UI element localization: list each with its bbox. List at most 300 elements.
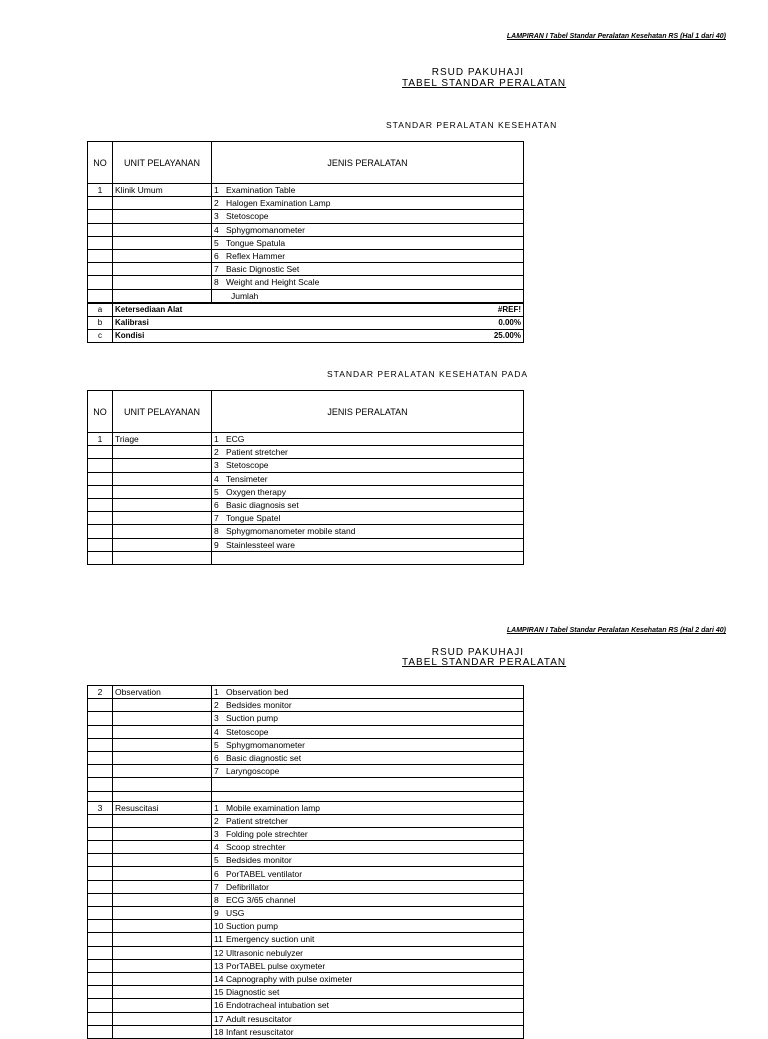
item-number: 15 (214, 987, 224, 998)
table-row (88, 814, 524, 827)
item-number: 1 (214, 185, 219, 196)
item-number: 7 (214, 881, 219, 892)
row-no (88, 446, 113, 459)
table-row (88, 699, 524, 712)
table-row (88, 999, 524, 1012)
table-row (88, 446, 524, 459)
row-unit (113, 946, 212, 959)
row-no (88, 986, 113, 999)
item-number: 3 (214, 211, 219, 222)
item-number: 6 (214, 753, 219, 764)
summary-label: Kondisi (113, 330, 212, 343)
row-no (88, 289, 113, 303)
item-number: 5 (214, 237, 219, 248)
row-no (88, 485, 113, 498)
table-row (88, 986, 524, 999)
row-item (212, 959, 524, 972)
item-name: USG (226, 908, 245, 919)
row-item (212, 686, 524, 699)
summary-row (88, 316, 524, 329)
item-name: Stetoscope (226, 726, 269, 737)
item-name: Patient stretcher (226, 447, 288, 458)
table-row (88, 485, 524, 498)
row-item (212, 712, 524, 725)
item-number: 3 (214, 713, 219, 724)
row-item (212, 485, 524, 498)
row-unit (113, 459, 212, 472)
item-number: 7 (214, 513, 219, 524)
row-no (88, 712, 113, 725)
table-row (88, 223, 524, 236)
row-item (212, 920, 524, 933)
item-name: Scoop strechter (226, 842, 286, 853)
row-item (212, 1012, 524, 1025)
row-no (88, 498, 113, 511)
summary-value: #REF! (212, 303, 524, 317)
table-row (88, 712, 524, 725)
row-no (88, 725, 113, 738)
item-name: Tensimeter (226, 473, 268, 484)
table-row (88, 1012, 524, 1025)
row-unit (113, 841, 212, 854)
row-no (88, 880, 113, 893)
row-item (212, 880, 524, 893)
item-number: 2 (214, 700, 219, 711)
row-no (88, 946, 113, 959)
table-row (88, 551, 524, 564)
item-number: 1 (214, 802, 219, 813)
table-row (88, 959, 524, 972)
row-item (212, 814, 524, 827)
item-name: Sphygmomanometer mobile stand (226, 526, 356, 537)
lampiran-header-2: LAMPIRAN I Tabel Standar Peralatan Kesehatan RS (Hal 2 dari 40) (506, 627, 726, 634)
item-number: 6 (214, 868, 219, 879)
equipment-table-triage (87, 390, 524, 565)
summary-row (88, 303, 524, 317)
table-row (88, 738, 524, 751)
item-name: Capnography with pulse oximeter (226, 974, 353, 985)
item-number: 5 (214, 855, 219, 866)
item-name: Endotracheal intubation set (226, 1000, 330, 1011)
table-title-1: TABEL STANDAR PERALATAN (402, 78, 567, 89)
item-number: 4 (214, 726, 219, 737)
row-no (88, 236, 113, 249)
item-name: Suction pump (226, 921, 278, 932)
row-no (88, 525, 113, 538)
row-no: 1 (88, 433, 113, 446)
item-name: ECG (226, 434, 245, 445)
summary-row (88, 330, 524, 343)
row-unit (113, 867, 212, 880)
header-unit: UNIT PELAYANAN (113, 391, 212, 433)
row-no (88, 1025, 113, 1038)
row-item (212, 249, 524, 262)
row-no (88, 223, 113, 236)
table-row (88, 538, 524, 551)
item-name: Sphygmomanometer (226, 224, 305, 235)
hospital-name-1: RSUD PAKUHAJI (431, 67, 524, 78)
item-number: 6 (214, 500, 219, 511)
table-row (88, 791, 524, 801)
equipment-table-klinik-umum (87, 141, 524, 343)
summary-letter: a (88, 303, 113, 317)
row-item (212, 446, 524, 459)
row-item (212, 197, 524, 210)
row-no (88, 893, 113, 906)
item-number: 2 (214, 447, 219, 458)
table-row (88, 893, 524, 906)
row-unit (113, 1012, 212, 1025)
hospital-name-1-wrap (250, 62, 524, 76)
table-row (88, 686, 524, 699)
summary-value: 0.00% (212, 316, 524, 329)
row-item (212, 907, 524, 920)
header-jenis: JENIS PERALATAN (212, 142, 524, 184)
row-unit: Triage (113, 433, 212, 446)
row-item (212, 184, 524, 197)
hospital-name-2-wrap (250, 642, 524, 656)
row-no: 1 (88, 184, 113, 197)
section-title-2: STANDAR PERALATAN KESEHATAN PADA (327, 369, 529, 379)
item-name: Oxygen therapy (226, 486, 287, 497)
row-no (88, 959, 113, 972)
item-name: Defibrillator (226, 881, 269, 892)
row-unit (113, 986, 212, 999)
row-item (212, 699, 524, 712)
table-row (88, 249, 524, 262)
item-name: Folding pole strechter (226, 828, 308, 839)
item-name: Stetoscope (226, 211, 269, 222)
item-number: 4 (214, 473, 219, 484)
row-item (212, 765, 524, 778)
row-unit (113, 289, 212, 303)
table-row (88, 1025, 524, 1038)
row-unit (113, 725, 212, 738)
item-number: 11 (214, 934, 223, 945)
item-number: 4 (214, 842, 219, 853)
item-number: 6 (214, 251, 219, 262)
item-number: 2 (214, 815, 219, 826)
row-unit (113, 999, 212, 1012)
row-unit: Observation (113, 686, 212, 699)
table-row (88, 498, 524, 511)
row-item (212, 263, 524, 276)
table-row (88, 880, 524, 893)
row-item (212, 551, 524, 564)
item-name: Stetoscope (226, 460, 269, 471)
row-no (88, 778, 113, 791)
row-no (88, 854, 113, 867)
table-row (88, 459, 524, 472)
row-unit (113, 854, 212, 867)
item-name: Sphygmomanometer (226, 739, 305, 750)
row-item (212, 276, 524, 289)
row-no (88, 249, 113, 262)
row-no (88, 920, 113, 933)
row-unit (113, 472, 212, 485)
row-item (212, 512, 524, 525)
row-no (88, 999, 113, 1012)
row-item (212, 725, 524, 738)
row-no (88, 210, 113, 223)
table-row (88, 512, 524, 525)
item-name: Tongue Spatel (226, 513, 281, 524)
row-item (212, 986, 524, 999)
table-row (88, 210, 524, 223)
row-no: 3 (88, 801, 113, 814)
row-item (212, 791, 524, 801)
item-number: 9 (214, 908, 219, 919)
table-row (88, 827, 524, 840)
item-name: Mobile examination lamp (226, 802, 321, 813)
item-name: Examination Table (226, 185, 296, 196)
table-title-1-wrap (250, 78, 567, 92)
item-name: Ultrasonic nebulyzer (226, 947, 304, 958)
item-name: Tongue Spatula (226, 237, 286, 248)
table-row (88, 525, 524, 538)
row-unit (113, 525, 212, 538)
row-unit (113, 765, 212, 778)
item-number: 8 (214, 894, 219, 905)
row-unit (113, 933, 212, 946)
item-name: Basic Dignostic Set (226, 264, 300, 275)
row-item (212, 459, 524, 472)
table-row (88, 946, 524, 959)
table-row (88, 751, 524, 764)
row-item (212, 223, 524, 236)
row-unit: Klinik Umum (113, 184, 212, 197)
row-unit (113, 512, 212, 525)
row-no (88, 738, 113, 751)
item-name: Infant resuscitator (226, 1026, 294, 1037)
row-unit (113, 446, 212, 459)
row-item (212, 289, 524, 303)
header-no: NO (88, 391, 113, 433)
item-number: 5 (214, 739, 219, 750)
row-no (88, 276, 113, 289)
row-unit (113, 236, 212, 249)
row-unit (113, 959, 212, 972)
item-name: Laryngoscope (226, 766, 280, 777)
row-unit (113, 485, 212, 498)
item-name: Halogen Examination Lamp (226, 198, 331, 209)
table-row (88, 907, 524, 920)
row-item (212, 999, 524, 1012)
lampiran-header-1: LAMPIRAN I Tabel Standar Peralatan Kesehatan RS (Hal 1 dari 40) (506, 33, 726, 40)
item-number: 16 (214, 1000, 224, 1011)
section-title-1-wrap (250, 120, 558, 132)
table-title-2: TABEL STANDAR PERALATAN (402, 657, 567, 668)
row-item (212, 933, 524, 946)
item-name: Diagnostic set (226, 987, 280, 998)
row-no (88, 814, 113, 827)
row-item (212, 854, 524, 867)
table-row (88, 933, 524, 946)
row-unit (113, 827, 212, 840)
row-item (212, 433, 524, 446)
row-unit (113, 778, 212, 791)
row-item (212, 1025, 524, 1038)
item-number: 3 (214, 460, 219, 471)
section-title-1: STANDAR PERALATAN KESEHATAN (386, 120, 558, 130)
row-no (88, 512, 113, 525)
table-row (88, 920, 524, 933)
row-unit (113, 210, 212, 223)
row-no (88, 751, 113, 764)
row-no (88, 867, 113, 880)
row-unit (113, 791, 212, 801)
item-number: 4 (214, 224, 219, 235)
row-item (212, 738, 524, 751)
header-unit: UNIT PELAYANAN (113, 142, 212, 184)
row-no (88, 699, 113, 712)
row-no (88, 765, 113, 778)
table-row (88, 433, 524, 446)
jumlah-label: Jumlah (231, 290, 259, 301)
item-name: Bedsides monitor (226, 855, 292, 866)
item-number: 1 (214, 687, 219, 698)
row-no: 2 (88, 686, 113, 699)
row-no (88, 791, 113, 801)
row-item (212, 538, 524, 551)
table-row (88, 236, 524, 249)
summary-label: Ketersediaan Alat (113, 303, 212, 317)
table-row (88, 854, 524, 867)
item-number: 9 (214, 539, 219, 550)
row-no (88, 933, 113, 946)
row-item (212, 827, 524, 840)
row-unit (113, 738, 212, 751)
row-item (212, 801, 524, 814)
row-unit (113, 538, 212, 551)
header-jenis: JENIS PERALATAN (212, 391, 524, 433)
row-unit (113, 1025, 212, 1038)
item-number: 5 (214, 486, 219, 497)
table-row (88, 197, 524, 210)
table-row (88, 184, 524, 197)
item-name: Bedsides monitor (226, 700, 292, 711)
row-item (212, 778, 524, 791)
item-name: Patient stretcher (226, 815, 288, 826)
row-item (212, 472, 524, 485)
item-name: Stainlessteel ware (226, 539, 295, 550)
table-row (88, 276, 524, 289)
table-row (88, 972, 524, 985)
row-item (212, 498, 524, 511)
item-number: 10 (214, 921, 224, 932)
row-unit (113, 551, 212, 564)
table-row (88, 801, 524, 814)
table-row (88, 765, 524, 778)
row-no (88, 551, 113, 564)
row-item (212, 867, 524, 880)
item-number: 17 (214, 1013, 224, 1024)
table-row (88, 472, 524, 485)
item-number: 8 (214, 526, 219, 537)
item-name: Reflex Hammer (226, 251, 286, 262)
row-unit (113, 920, 212, 933)
item-name: Suction pump (226, 713, 278, 724)
item-number: 7 (214, 264, 219, 275)
item-number: 3 (214, 828, 219, 839)
row-unit (113, 263, 212, 276)
item-name: Observation bed (226, 687, 289, 698)
row-unit (113, 249, 212, 262)
item-number: 2 (214, 198, 219, 209)
row-no (88, 472, 113, 485)
row-unit (113, 972, 212, 985)
row-item (212, 841, 524, 854)
item-number: 12 (214, 947, 224, 958)
table-title-2-wrap (250, 657, 567, 671)
header-no: NO (88, 142, 113, 184)
row-no (88, 459, 113, 472)
row-unit (113, 276, 212, 289)
equipment-table-page-2 (87, 685, 524, 1039)
row-item (212, 893, 524, 906)
row-item (212, 751, 524, 764)
item-number: 18 (214, 1026, 224, 1037)
row-item (212, 525, 524, 538)
table-row (88, 841, 524, 854)
row-unit (113, 699, 212, 712)
section-title-2-wrap (250, 369, 529, 381)
item-name: Adult resuscitator (226, 1013, 292, 1024)
row-item (212, 972, 524, 985)
row-unit (113, 751, 212, 764)
item-name: Basic diagnostic set (226, 753, 302, 764)
row-unit (113, 223, 212, 236)
row-unit (113, 814, 212, 827)
item-number: 1 (214, 434, 219, 445)
summary-value: 25.00% (212, 330, 524, 343)
row-no (88, 1012, 113, 1025)
item-name: PorTABEL pulse oxymeter (226, 960, 326, 971)
row-unit (113, 907, 212, 920)
row-unit (113, 197, 212, 210)
item-name: Basic diagnosis set (226, 500, 299, 511)
summary-letter: c (88, 330, 113, 343)
row-item (212, 946, 524, 959)
item-number: 7 (214, 766, 219, 777)
row-unit (113, 712, 212, 725)
row-no (88, 538, 113, 551)
row-item (212, 236, 524, 249)
item-name: PorTABEL ventilator (226, 868, 303, 879)
item-name: Emergency suction unit (226, 934, 315, 945)
table-row (88, 725, 524, 738)
row-no (88, 263, 113, 276)
row-no (88, 841, 113, 854)
table-row (88, 778, 524, 791)
row-no (88, 197, 113, 210)
row-no (88, 907, 113, 920)
row-unit (113, 893, 212, 906)
item-name: Weight and Height Scale (226, 277, 320, 288)
row-no (88, 972, 113, 985)
row-unit: Resuscitasi (113, 801, 212, 814)
table-row (88, 867, 524, 880)
item-number: 14 (214, 974, 224, 985)
item-name: ECG 3/65 channel (226, 894, 296, 905)
table-row (88, 263, 524, 276)
item-number: 13 (214, 960, 224, 971)
summary-letter: b (88, 316, 113, 329)
summary-label: Kalibrasi (113, 316, 212, 329)
row-unit (113, 880, 212, 893)
row-item (212, 210, 524, 223)
row-no (88, 827, 113, 840)
